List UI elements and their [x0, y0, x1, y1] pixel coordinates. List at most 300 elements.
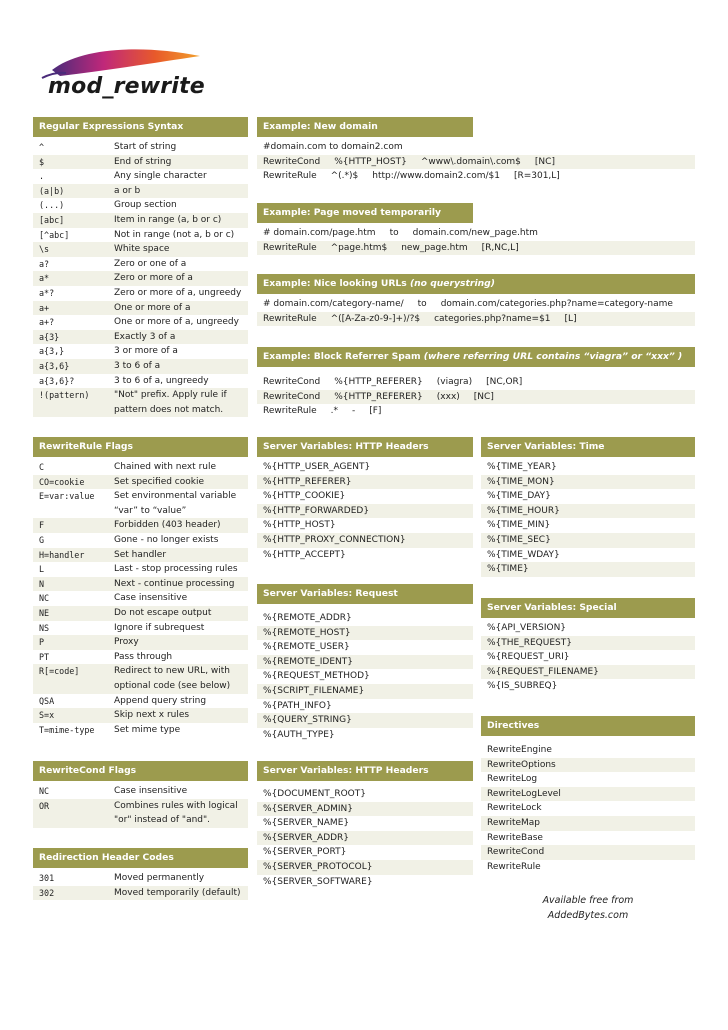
list-item: %{QUERY_STRING} — [257, 713, 473, 728]
code-segment: %{HTTP_REFERER} — [334, 377, 423, 387]
code-segment: [NC,OR] — [486, 377, 523, 387]
list-item: RewriteLogLevel — [481, 787, 695, 802]
row-value-line: Next - continue processing — [114, 578, 235, 589]
row-value-line: Group section — [114, 200, 177, 211]
server-vars-server-header: Server Variables: HTTP Headers — [257, 761, 473, 781]
row-key: C — [39, 462, 45, 472]
row-key: a* — [39, 273, 50, 284]
directives-section — [481, 716, 695, 874]
example-page-moved-section — [257, 203, 695, 255]
list-item: %{DOCUMENT_ROOT} — [263, 789, 366, 799]
table-row — [33, 155, 248, 170]
list-item: %{TIME_HOUR} — [481, 504, 695, 519]
row-key: 302 — [39, 887, 55, 898]
list-item: %{SERVER_PROTOCOL} — [257, 860, 473, 875]
code-segment: [L] — [564, 313, 577, 324]
list-item: %{SCRIPT_FILENAME} — [257, 684, 473, 699]
list-item: %{REMOTE_ADDR} — [263, 613, 352, 623]
code-segment: categories.php?name=$1 — [434, 313, 551, 324]
list-item: %{PATH_INFO} — [263, 700, 332, 711]
row-value — [114, 664, 248, 693]
row-value-line: Item in range (a, b or c) — [114, 214, 222, 225]
code-segment: RewriteCond — [263, 156, 321, 167]
code-line — [257, 226, 695, 241]
code-segment: RewriteCond — [263, 391, 321, 402]
table-row — [33, 606, 248, 621]
table-row — [33, 184, 248, 199]
regex-syntax-header: Regular Expressions Syntax — [33, 117, 248, 137]
code-segment: %{HTTP_REFERER} — [334, 391, 423, 402]
code-segment: # domain.com/page.htm — [263, 228, 376, 238]
redirection-codes-header: Redirection Header Codes — [33, 848, 248, 868]
row-key: ^ — [39, 142, 45, 152]
row-key: NS — [39, 622, 50, 633]
table-row — [33, 198, 248, 213]
list-item: %{TIME_YEAR} — [487, 462, 557, 472]
code-line — [257, 140, 695, 155]
row-key: (...) — [39, 200, 65, 211]
list-item: %{SERVER_NAME} — [263, 818, 350, 829]
table-row — [33, 140, 248, 155]
code-segment: RewriteRule — [263, 171, 317, 182]
rewriterule-flags-section — [33, 437, 248, 737]
list-item: RewriteMap — [481, 816, 695, 831]
row-key: a{3,} — [39, 346, 65, 357]
row-value — [114, 330, 248, 345]
server-vars-http-section — [257, 437, 473, 562]
row-value-line: Set specified cookie — [114, 476, 205, 487]
example-block-spam-subtitle: (where referring URL contains “viagra” or “xxx” ) — [423, 351, 683, 362]
example-page-moved-header: Example: Page moved temporarily — [257, 203, 473, 223]
list-item: %{HTTP_COOKIE} — [263, 491, 346, 502]
code-segment: (viagra) — [436, 377, 473, 387]
list-item: %{REMOTE_IDENT} — [257, 655, 473, 670]
code-line — [257, 241, 695, 256]
list-item: %{HTTP_USER_AGENT} — [263, 462, 371, 472]
row-value-line: Case insensitive — [114, 786, 188, 796]
server-vars-time-list — [481, 460, 695, 577]
code-line — [257, 390, 695, 405]
row-value — [114, 155, 248, 170]
row-value-line: Append query string — [114, 695, 207, 706]
list-item: %{TIME} — [481, 562, 695, 577]
row-key: a+ — [39, 302, 50, 313]
code-line — [257, 312, 695, 327]
list-item: %{TIME_WDAY} — [487, 549, 560, 560]
row-value-line: Proxy — [114, 637, 139, 648]
list-item: RewriteBase — [487, 832, 543, 843]
list-item: %{TIME_MIN} — [487, 520, 551, 531]
code-segment: [R=301,L] — [513, 171, 560, 182]
table-row — [33, 621, 248, 636]
code-segment: ^page.htm$ — [330, 242, 388, 253]
table-row — [33, 708, 248, 723]
list-item: %{REMOTE_USER} — [263, 642, 350, 653]
row-value-line: Zero or more of a — [114, 273, 193, 284]
row-value — [114, 591, 248, 606]
row-key: (a|b) — [39, 185, 65, 196]
row-value-line: Start of string — [114, 142, 177, 152]
list-item: %{REQUEST_FILENAME} — [481, 665, 695, 680]
server-vars-http-list — [257, 460, 473, 562]
row-value-line: "or" instead of "and". — [114, 815, 211, 826]
row-value-line: Zero or one of a — [114, 258, 187, 269]
row-value-line: One or more of a — [114, 302, 191, 313]
code-segment: http://www.domain2.com/$1 — [372, 171, 500, 182]
row-value — [114, 635, 248, 650]
server-vars-time-header: Server Variables: Time — [481, 437, 695, 457]
row-key: NE — [39, 607, 50, 618]
table-row — [33, 871, 248, 886]
row-key: 301 — [39, 873, 55, 883]
table-row — [33, 591, 248, 606]
code-segment: %{HTTP_HOST} — [334, 156, 407, 167]
table-row — [33, 359, 248, 374]
row-value — [114, 533, 248, 548]
server-vars-special-section — [481, 598, 695, 694]
row-value — [114, 198, 248, 213]
row-value-line: Set mime type — [114, 724, 181, 735]
row-key: [abc] — [39, 214, 65, 225]
list-item: %{SERVER_ADMIN} — [257, 802, 473, 817]
row-value — [114, 562, 248, 577]
row-key: N — [39, 578, 45, 589]
row-value-line: Set environmental variable — [114, 491, 237, 502]
footer-link[interactable]: AddedBytes.com — [547, 910, 629, 921]
row-value — [114, 650, 248, 665]
row-value — [114, 694, 248, 709]
row-value-line: Not in range (not a, b or c) — [114, 229, 235, 240]
code-segment: [F] — [369, 406, 382, 417]
row-value-line: Chained with next rule — [114, 462, 217, 472]
redirection-codes-section — [33, 848, 248, 900]
row-value — [114, 606, 248, 621]
row-value-line: Combines rules with logical — [114, 800, 238, 811]
code-line — [257, 404, 695, 419]
example-block-spam-header — [257, 347, 695, 367]
server-vars-special-list — [481, 621, 695, 694]
list-item: RewriteLock — [487, 803, 542, 814]
row-value — [114, 518, 248, 533]
server-vars-time-section — [481, 437, 695, 577]
example-new-domain-header: Example: New domain — [257, 117, 473, 137]
list-item: RewriteLog — [487, 774, 538, 785]
row-value — [114, 784, 248, 799]
page-title: mod_rewrite — [48, 74, 205, 99]
row-value-line: Do not escape output — [114, 607, 212, 618]
table-row — [33, 784, 248, 799]
table-row — [33, 228, 248, 243]
row-key: a{3,6}? — [39, 375, 75, 386]
code-line — [257, 169, 695, 184]
table-row — [33, 257, 248, 272]
row-key: $ — [39, 156, 45, 167]
list-item: %{TIME_DAY} — [487, 491, 551, 502]
row-value — [114, 374, 248, 389]
list-item: %{SERVER_PORT} — [263, 847, 347, 858]
row-value-line: Moved temporarily (default) — [114, 887, 241, 898]
table-row — [33, 533, 248, 548]
row-value — [114, 359, 248, 374]
table-row — [33, 562, 248, 577]
server-vars-request-list — [257, 611, 473, 742]
row-value — [114, 301, 248, 316]
table-row — [33, 271, 248, 286]
server-vars-http-header: Server Variables: HTTP Headers — [257, 437, 473, 457]
code-segment: new_page.htm — [401, 242, 468, 253]
row-value-line: Exactly 3 of a — [114, 331, 176, 342]
row-value — [114, 871, 248, 886]
code-segment: RewriteRule — [263, 242, 317, 253]
row-key: PT — [39, 651, 50, 662]
row-value-line: Ignore if subrequest — [114, 622, 205, 633]
row-key: T=mime-type — [39, 724, 95, 735]
table-row — [33, 664, 248, 693]
list-item: %{HTTP_FORWARDED} — [257, 504, 473, 519]
rewritecond-flags-header: RewriteCond Flags — [33, 761, 248, 781]
row-value-line: Skip next x rules — [114, 710, 190, 721]
row-value — [114, 799, 248, 828]
example-block-spam-title: Example: Block Referrer Spam — [263, 351, 421, 362]
list-item: %{REMOTE_HOST} — [257, 626, 473, 641]
row-value — [114, 184, 248, 199]
example-nice-urls-title: Example: Nice looking URLs — [263, 278, 407, 289]
list-item: %{AUTH_TYPE} — [263, 729, 335, 740]
row-key: a{3,6} — [39, 360, 70, 371]
table-row — [33, 213, 248, 228]
row-key: \s — [39, 244, 50, 255]
redirection-codes-rows — [33, 871, 248, 900]
list-item: %{HTTP_ACCEPT} — [263, 549, 346, 560]
code-segment: RewriteRule — [263, 313, 317, 324]
row-value — [114, 475, 248, 490]
row-value — [114, 548, 248, 563]
row-key: a{3} — [39, 331, 60, 342]
row-value-line: Any single character — [114, 171, 207, 182]
list-item: RewriteEngine — [487, 745, 552, 755]
table-row — [33, 886, 248, 901]
list-item: %{REQUEST_METHOD} — [263, 671, 370, 682]
list-item: %{HTTP_PROXY_CONNECTION} — [257, 533, 473, 548]
table-row — [33, 548, 248, 563]
code-segment: ^www\.domain\.com$ — [420, 156, 521, 167]
row-key: S=x — [39, 710, 55, 721]
row-key: F — [39, 520, 45, 531]
rewritecond-flags-rows — [33, 784, 248, 828]
example-nice-urls-section — [257, 274, 695, 326]
server-vars-server-section — [257, 761, 473, 889]
list-item: %{HTTP_REFERER} — [257, 475, 473, 490]
row-key: H=handler — [39, 549, 85, 560]
row-value — [114, 723, 248, 738]
example-nice-urls-header — [257, 274, 695, 294]
rewritecond-flags-section — [33, 761, 248, 828]
table-row — [33, 799, 248, 828]
row-key: a*? — [39, 287, 55, 298]
row-value-line: “var” to “value” — [114, 505, 187, 516]
code-line — [257, 297, 695, 312]
example-new-domain-lines — [257, 140, 695, 184]
row-value — [114, 344, 248, 359]
list-item: %{TIME_MON} — [481, 475, 695, 490]
list-item: %{TIME_SEC} — [481, 533, 695, 548]
row-key: P — [39, 637, 45, 648]
rewriterule-flags-header: RewriteRule Flags — [33, 437, 248, 457]
table-row — [33, 169, 248, 184]
row-value — [114, 708, 248, 723]
example-block-spam-section — [257, 347, 695, 419]
row-value — [114, 886, 248, 901]
row-value — [114, 228, 248, 243]
row-value-line: Case insensitive — [114, 593, 188, 604]
list-item: %{IS_SUBREQ} — [487, 681, 558, 692]
table-row — [33, 475, 248, 490]
row-value — [114, 242, 248, 257]
row-value-line: "Not" prefix. Apply rule if — [114, 390, 227, 401]
footer-line-1: Available free from — [542, 895, 634, 906]
row-value-line: End of string — [114, 156, 172, 167]
code-segment: to — [389, 228, 399, 238]
code-segment: (xxx) — [436, 391, 460, 402]
row-value-line: Redirect to new URL, with — [114, 666, 231, 677]
example-nice-urls-lines — [257, 297, 695, 326]
server-vars-special-header: Server Variables: Special — [481, 598, 695, 618]
table-row — [33, 315, 248, 330]
list-item: %{SERVER_SOFTWARE} — [263, 876, 373, 887]
row-value — [114, 169, 248, 184]
list-item: RewriteRule — [487, 861, 541, 872]
code-segment: #domain.com to domain2.com — [263, 142, 403, 152]
row-value-line: White space — [114, 244, 170, 255]
row-key: NC — [39, 786, 50, 796]
row-value — [114, 460, 248, 475]
row-value — [114, 489, 248, 518]
table-row — [33, 518, 248, 533]
row-key: CO=cookie — [39, 476, 85, 487]
row-key: QSA — [39, 695, 55, 706]
code-segment: .* — [330, 406, 338, 417]
list-item: %{API_VERSION} — [487, 623, 567, 633]
row-key: L — [39, 564, 45, 575]
row-value-line: optional code (see below) — [114, 680, 231, 691]
rewriterule-flags-rows — [33, 460, 248, 737]
row-value — [114, 286, 248, 301]
row-value-line: Set handler — [114, 549, 167, 560]
row-value — [114, 213, 248, 228]
row-value — [114, 577, 248, 592]
example-new-domain-section — [257, 117, 695, 184]
code-segment: [R,NC,L] — [481, 242, 519, 253]
row-value-line: Moved permanently — [114, 873, 205, 883]
row-key: OR — [39, 800, 50, 811]
row-value-line: 3 to 6 of a — [114, 360, 161, 371]
row-value — [114, 315, 248, 330]
table-row — [33, 344, 248, 359]
table-row — [33, 330, 248, 345]
row-value-line: Zero or more of a, ungreedy — [114, 287, 242, 298]
row-value-line: One or more of a, ungreedy — [114, 317, 239, 328]
example-block-spam-lines — [257, 375, 695, 419]
list-item: RewriteCond — [481, 845, 695, 860]
row-value — [114, 271, 248, 286]
table-row — [33, 577, 248, 592]
table-row — [33, 242, 248, 257]
server-vars-request-header: Server Variables: Request — [257, 584, 473, 604]
table-row — [33, 460, 248, 475]
row-value-line: Gone - no longer exists — [114, 534, 219, 545]
row-value-line: Forbidden (403 header) — [114, 520, 221, 531]
row-value-line: Pass through — [114, 651, 173, 662]
code-segment: RewriteCond — [263, 377, 321, 387]
row-value-line: Last - stop processing rules — [114, 564, 238, 575]
row-value-line: 3 or more of a — [114, 346, 178, 357]
table-row — [33, 489, 248, 518]
directives-list — [481, 743, 695, 874]
server-vars-server-list — [257, 787, 473, 889]
row-value — [114, 621, 248, 636]
table-row — [33, 635, 248, 650]
row-value-line: pattern does not match. — [114, 404, 224, 415]
example-nice-urls-subtitle: (no querystring) — [409, 278, 495, 289]
table-row — [33, 650, 248, 665]
list-item: %{SERVER_ADDR} — [257, 831, 473, 846]
example-page-moved-lines — [257, 226, 695, 255]
list-item: %{THE_REQUEST} — [481, 636, 695, 651]
row-key: E=var:value — [39, 491, 95, 502]
row-key: a+? — [39, 317, 55, 328]
regex-syntax-section — [33, 117, 248, 417]
row-value-line: 3 to 6 of a, ungreedy — [114, 375, 209, 386]
row-key: !(pattern) — [39, 390, 90, 401]
directives-header: Directives — [481, 716, 695, 736]
table-row — [33, 286, 248, 301]
code-segment: # domain.com/category-name/ — [263, 299, 404, 309]
code-segment: RewriteRule — [263, 406, 317, 417]
row-key: NC — [39, 593, 50, 604]
code-segment: ^([A-Za-z0-9-]+)/?$ — [330, 313, 421, 324]
regex-syntax-rows — [33, 140, 248, 417]
list-item: RewriteOptions — [481, 758, 695, 773]
row-value — [114, 140, 248, 155]
code-segment: domain.com/categories.php?name=category-name — [440, 299, 673, 309]
code-segment: [NC] — [473, 391, 494, 402]
table-row — [33, 374, 248, 389]
table-row — [33, 301, 248, 316]
server-vars-request-section — [257, 584, 473, 742]
row-key: [^abc] — [39, 229, 70, 240]
table-row — [33, 723, 248, 738]
row-value-line: a or b — [114, 185, 141, 196]
row-key: R[=code] — [39, 666, 80, 677]
code-line — [257, 155, 695, 170]
list-item: %{REQUEST_URI} — [487, 652, 570, 663]
row-value — [114, 257, 248, 272]
footer-credit — [481, 893, 695, 923]
list-item: %{HTTP_HOST} — [263, 520, 336, 531]
row-key: . — [39, 171, 45, 182]
row-key: G — [39, 534, 45, 545]
row-value — [114, 388, 248, 417]
code-segment: to — [417, 299, 427, 309]
code-line — [257, 375, 695, 390]
code-segment: domain.com/new_page.htm — [412, 228, 538, 238]
table-row — [33, 388, 248, 417]
row-key: a? — [39, 258, 50, 269]
table-row — [33, 694, 248, 709]
code-segment: - — [351, 406, 356, 417]
code-segment: ^(.*)$ — [330, 171, 359, 182]
code-segment: [NC] — [534, 156, 555, 167]
